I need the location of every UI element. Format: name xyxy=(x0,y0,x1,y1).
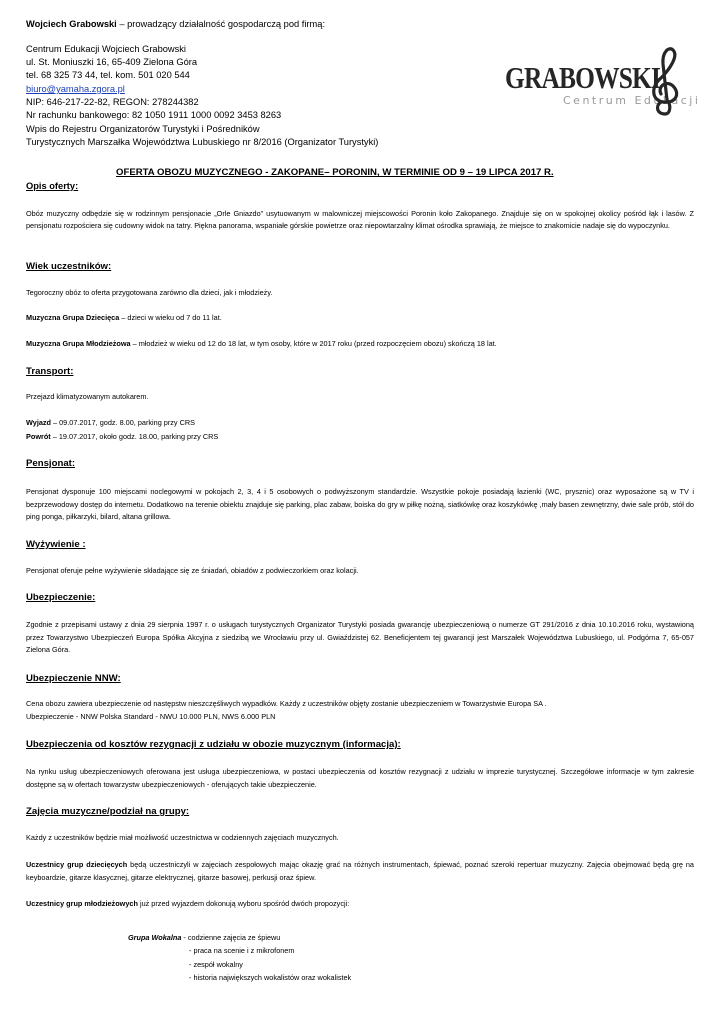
vocal-group-line xyxy=(128,932,280,943)
zajecia-kids-label: Uczestnicy grup dziecięcych xyxy=(26,860,128,869)
owner-name: Wojciech Grabowski xyxy=(26,19,117,29)
owner-line xyxy=(26,19,325,30)
nnw-line1: Cena obozu zawiera ubezpieczenie od następstw nieszczęśliwych wypadków. Każdy z uczestników objęty zostanie ubezpieczeniem w Towarzystwie Europa SA . xyxy=(26,699,547,708)
zajecia-youth-label: Uczestnicy grup młodzieżowych xyxy=(26,899,138,908)
rezygnacja-text: Na rynku usług ubezpieczeniowych oferowana jest usługa ubezpieczeniowa, w postaci ubezpieczenia od kosztów rezygnacji z udziału w imprezie turystycznej. Szczegółowe informacje w tym zakresie dostępne są w ofertach towarzystw ubezpieczeniowych - oferujących takie ubezpieczenie. xyxy=(26,767,694,789)
company-name: Centrum Edukacji Wojciech Grabowski xyxy=(26,44,186,54)
treble-clef-icon xyxy=(643,44,689,116)
vocal-item: - praca na scenie i z mikrofonem xyxy=(189,946,295,956)
logo-wordmark: GRABOWSKI xyxy=(505,60,661,95)
transport-departure xyxy=(26,418,195,427)
transport-intro: Przejazd klimatyzowanym autokarem. xyxy=(26,392,149,401)
logo-subtitle: Centrum Edukacji xyxy=(563,94,701,107)
company-email-link[interactable]: biuro@yamaha.zgora.pl xyxy=(26,84,125,94)
transport-departure-text: – 09.07.2017, godz. 8.00, parking przy CRS xyxy=(51,418,196,427)
heading-rezygnacja: Ubezpieczenia od kosztów rezygnacji z udziału w obozie muzycznym (informacja): xyxy=(26,739,401,750)
heading-wyzywienie: Wyżywienie : xyxy=(26,539,86,550)
vocal-item: - historia największych wokalistów oraz wokalistek xyxy=(189,973,352,983)
pensjonat-text: Pensjonat dysponuje 100 miejscami noclegowymi w pokojach 2, 3, 4 i 5 osobowych o podwyższonym standardzie. Wszystkie pokoje posiadają łazienki (WC, prysznic) oraz wyposażone są w TV i bezprzewodowy dostęp do internetu. Dodatkowo na terenie obiektu znajduje się parking, plac zabaw, boiska do gry w piłkę nożną, siatkówkę oraz koszykówkę ,mały basen zewnętrzny, dwie sale prób, stół do ping ponga, piłkarzyki, bilard, altana grillowa. xyxy=(26,487,694,521)
vocal-group-label: Grupa Wokalna xyxy=(128,933,182,943)
zajecia-youth xyxy=(26,899,349,908)
offer-title: OFERTA OBOZU MUZYCZNEGO - ZAKOPANE– PORONIN, W TERMINIE OD 9 – 19 LIPCA 2017 R. xyxy=(116,167,554,178)
company-address: ul. St. Moniuszki 16, 65-409 Zielona Góra xyxy=(26,57,198,67)
heading-opis: Opis oferty: xyxy=(26,181,79,191)
wiek-group-kids xyxy=(26,313,222,322)
vocal-item: - zespół wokalny xyxy=(189,960,243,970)
owner-suffix: – prowadzący działalność gospodarczą pod firmą: xyxy=(116,19,326,29)
opis-text: Obóz muzyczny odbędzie się w rodzinnym pensjonacie „Orle Gniazdo” usytuowanym w malowniczej miejscowości Poronin koło Zakopanego. Znajduje się on w spokojnej okolicy pośród łąk i lasów. Z pensjonatu rozpościera się cudowny widok na tatry. Piękna panorama, wspaniałe górskie powietrze oraz niepowtarzalny klimat ośrodka sprawiają, że miejsce to znakomicie nadaje się do wypoczynku. xyxy=(26,209,694,230)
zajecia-kids xyxy=(26,859,694,884)
heading-pensjonat: Pensjonat: xyxy=(26,458,76,469)
ubezpieczenie-text: Zgodnie z przepisami ustawy z dnia 29 sierpnia 1997 r. o usługach turystycznych Organizator Turystyki posiada gwarancję ubezpieczeniową o numerze GT 291/2016 z dnia 10.10.2016 roku, wystawioną przez Towarzystwo Ubezpieczeń Europa Spółka Akcyjna z siedzibą we Wrocławiu przy ul. Gwiaździstej 62. Beneficjentem tej gwarancji jest Marszałek Województwa Lubuskiego, ul. Podgórna 7, 65-057 Zielona Góra. xyxy=(26,620,694,654)
wyzywienie-text: Pensjonat oferuje pełne wyżywienie składające się ze śniadań, obiadów z podwieczorkiem oraz kolacji. xyxy=(26,566,359,575)
transport-return-text: – 19.07.2017, około godz. 18.00, parking przy CRS xyxy=(50,432,219,441)
heading-zajecia: Zajęcia muzyczne/podział na grupy: xyxy=(26,806,190,817)
heading-nnw: Ubezpieczenie NNW: xyxy=(26,673,121,684)
wiek-intro: Tegoroczny obóz to oferta przygotowana zarówno dla dzieci, jak i młodzieży. xyxy=(26,288,273,297)
vocal-group-first: - codzienne zajęcia ze śpiewu xyxy=(181,933,281,943)
company-nip: NIP: 646-217-22-82, REGON: 278244382 xyxy=(26,97,199,107)
heading-wiek: Wiek uczestników: xyxy=(26,261,112,272)
wiek-group-youth xyxy=(26,339,497,348)
transport-departure-label: Wyjazd xyxy=(26,418,52,427)
company-registry-cont: Turystycznych Marszałka Województwa Lubuskiego nr 8/2016 (Organizator Turystyki) xyxy=(26,137,379,147)
nnw-line2: Ubezpieczenie - NNW Polska Standard - NWU 10.000 PLN, NWS 6.000 PLN xyxy=(26,712,276,721)
zajecia-kids-text: będą uczestniczyli w zajęciach zespołowych mając okazję grać na różnych instrumentach, śpiewać, poznać szeroki repertuar muzyczny. Zajęcia obejmować będą grę na keyboardzie, gitarze klasycznej, gitarze elektrycznej, gitarze basowej, perkusji oraz śpiew. xyxy=(26,860,694,882)
transport-return xyxy=(26,432,218,441)
heading-transport: Transport: xyxy=(26,366,74,377)
company-logo xyxy=(505,44,701,116)
wiek-group-youth-label: Muzyczna Grupa Młodzieżowa xyxy=(26,339,131,348)
heading-ubezpieczenie: Ubezpieczenie: xyxy=(26,592,96,603)
wiek-group-youth-text: – młodzież w wieku od 12 do 18 lat, w tym osoby, które w 2017 roku (przed rozpoczęciem obozu) skończą 18 lat. xyxy=(130,339,497,348)
wiek-group-kids-text: – dzieci w wieku od 7 do 11 lat. xyxy=(119,313,222,322)
zajecia-youth-text: już przed wyjazdem dokonują wyboru spośród dwóch propozycji: xyxy=(137,899,350,908)
company-phone: tel. 68 325 73 44, tel. kom. 501 020 544 xyxy=(26,70,190,80)
transport-return-label: Powrót xyxy=(26,432,51,441)
company-registry: Wpis do Rejestru Organizatorów Turystyki i Pośredników xyxy=(26,124,260,134)
zajecia-intro: Każdy z uczestników będzie miał możliwość uczestnictwa w codziennych zajęciach muzycznych. xyxy=(26,833,339,842)
wiek-group-kids-label: Muzyczna Grupa Dziecięca xyxy=(26,313,120,322)
company-bank-account: Nr rachunku bankowego: 82 1050 1911 1000 0092 3453 8263 xyxy=(26,110,282,120)
